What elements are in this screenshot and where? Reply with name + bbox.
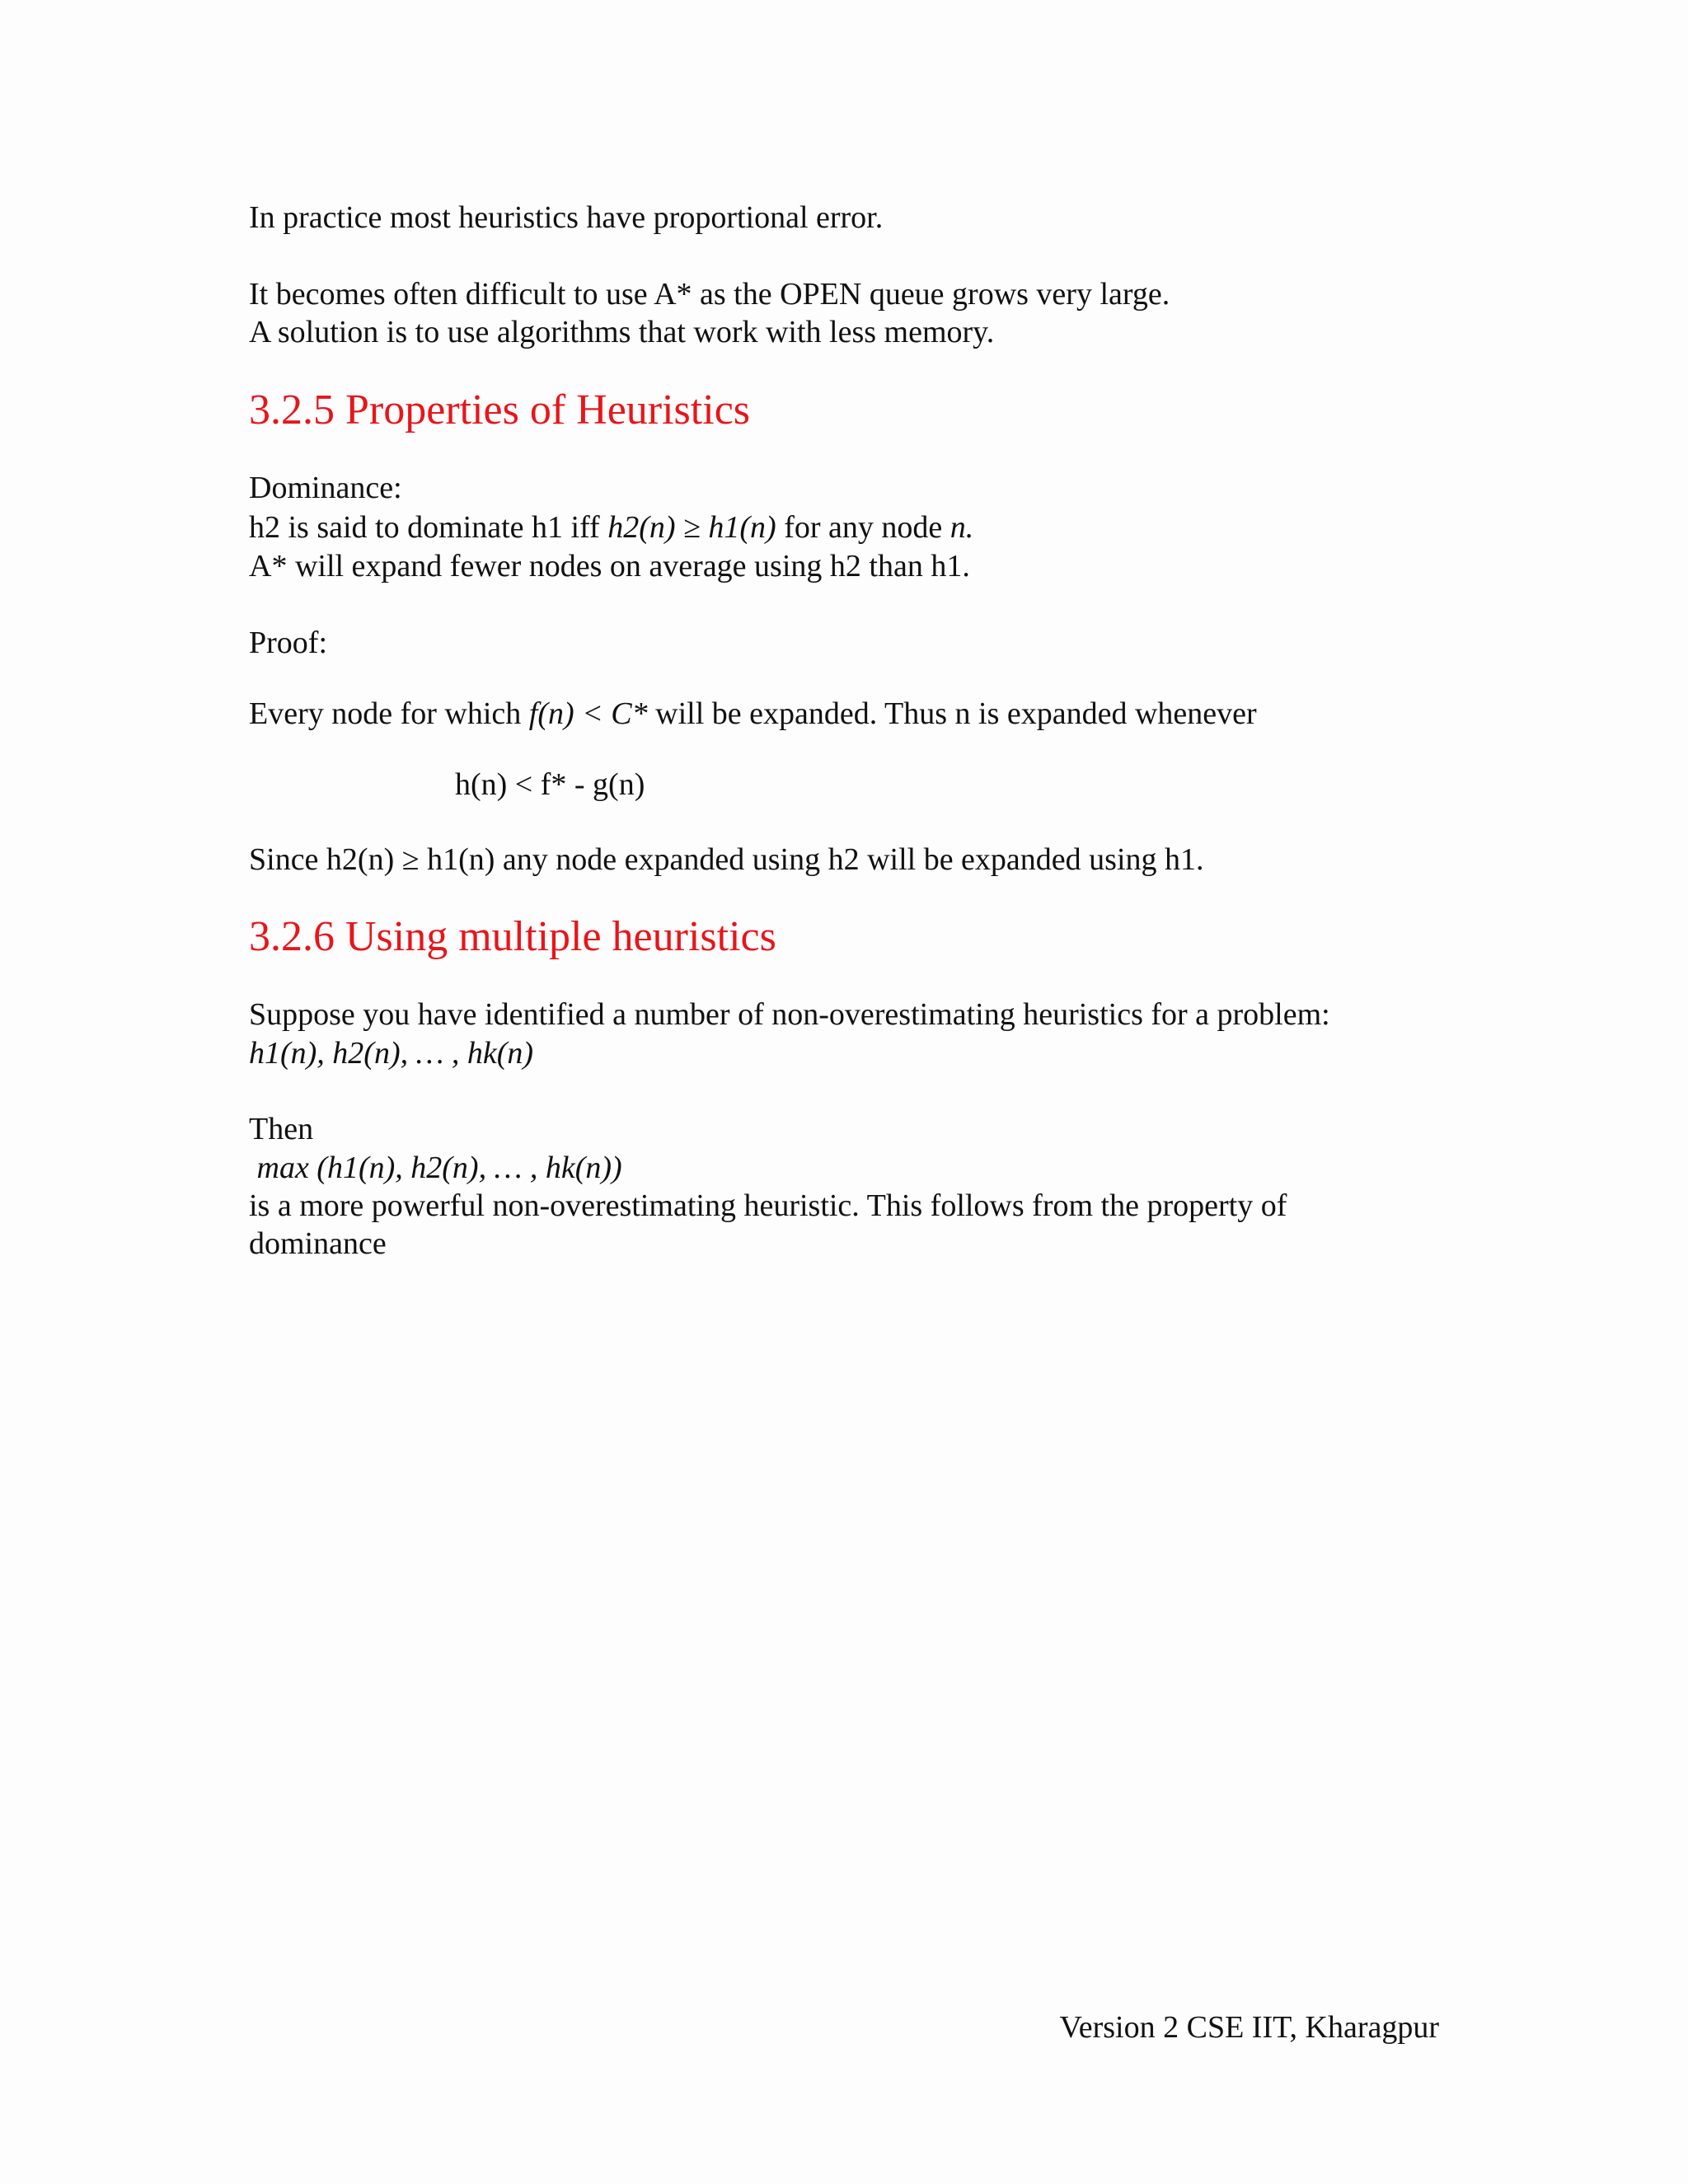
- max-expression: max (h1(n), h2(n), … , hk(n)): [249, 1151, 622, 1185]
- proof-label: Proof:: [249, 626, 327, 660]
- dominance-def-var: n.: [950, 510, 974, 545]
- then-label: Then: [249, 1112, 314, 1146]
- equation: h(n) < f* - g(n): [455, 767, 645, 802]
- conclusion-line-1: is a more powerful non-overestimating heuristic. This follows from the property of: [249, 1188, 1287, 1223]
- since-line: Since h2(n) ≥ h1(n) any node expanded using h2 will be expanded using h1.: [249, 842, 1204, 877]
- dominance-def-mid: for any node: [776, 510, 950, 545]
- proof-line-pre: Every node for which: [249, 696, 529, 731]
- dominance-consequence: A* will expand fewer nodes on average using h2 than h1.: [249, 549, 970, 583]
- proof-line-post: will be expanded. Thus n is expanded whenever: [647, 696, 1257, 731]
- section-heading-multiple-heuristics: 3.2.6 Using multiple heuristics: [249, 913, 776, 960]
- dominance-definition: [249, 509, 973, 546]
- section-heading-properties: 3.2.5 Properties of Heuristics: [249, 387, 751, 434]
- proof-line-expr: f(n) < C*: [528, 696, 648, 731]
- dominance-def-pre: h2 is said to dominate h1 iff: [249, 510, 608, 545]
- dominance-def-expr: h2(n) ≥ h1(n): [607, 510, 776, 545]
- heuristics-list: h1(n), h2(n), … , hk(n): [249, 1036, 534, 1071]
- page-footer: Version 2 CSE IIT, Kharagpur: [1059, 2010, 1439, 2045]
- suppose-line: Suppose you have identified a number of non-overestimating heuristics for a problem:: [249, 997, 1330, 1032]
- paragraph-proportional-error: In practice most heuristics have proportional error.: [249, 200, 884, 235]
- dominance-label: Dominance:: [249, 471, 402, 505]
- paragraph-less-memory: A solution is to use algorithms that work with less memory.: [249, 315, 995, 349]
- paragraph-open-queue: It becomes often difficult to use A* as the OPEN queue grows very large.: [249, 277, 1170, 312]
- proof-line: [249, 695, 1257, 733]
- conclusion-line-2: dominance: [249, 1226, 387, 1261]
